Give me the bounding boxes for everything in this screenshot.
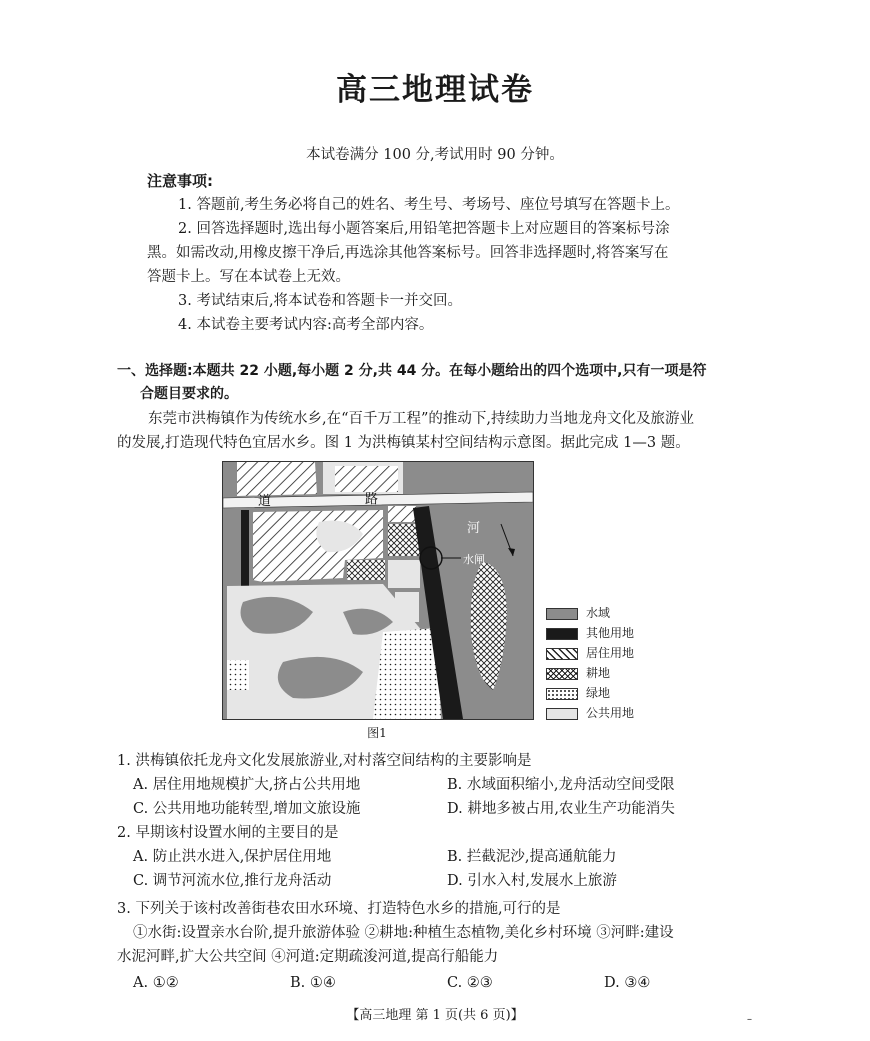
green-land-2 — [227, 660, 249, 690]
legend-swatch-other — [546, 628, 578, 640]
question-3-stem-items: ①水街:设置亲水台阶,提升旅游体验 ②耕地:种植生态植物,美化乡村环境 ③河畔:建设 — [133, 925, 674, 941]
residential-block-mid — [388, 506, 416, 522]
notice-heading: 注意事项: — [147, 172, 213, 190]
section-heading-cont: 合题目要求的。 — [140, 386, 238, 402]
legend-other-land: 其他用地 — [546, 626, 634, 640]
question-2-stem: 2. 早期该村设置水闸的主要目的是 — [117, 825, 339, 841]
q2-option-b: B. 拦截泥沙,提高通航能力 — [447, 849, 617, 865]
legend-swatch-cropland — [546, 668, 578, 680]
notice-line-5: 3. 考试结束后,将本试卷和答题卡一并交回。 — [178, 293, 463, 309]
legend-swatch-water — [546, 608, 578, 620]
cropland-block-1 — [388, 524, 420, 556]
question-3-stem-items-cont: 水泥河畔,扩大公共空间 ④河道:定期疏浚河道,提高行船能力 — [117, 949, 499, 965]
other-land-strip — [241, 510, 249, 590]
question-3-stem: 3. 下列关于该村改善街巷农田水环境、打造特色水乡的措施,可行的是 — [117, 901, 561, 917]
q3-option-c: C. ②③ — [447, 975, 493, 991]
q1-option-b: B. 水域面积缩小,龙舟活动空间受限 — [447, 777, 675, 793]
q2-option-a: A. 防止洪水进入,保护居住用地 — [133, 849, 332, 865]
question-1-stem: 1. 洪梅镇依托龙舟文化发展旅游业,对村落空间结构的主要影响是 — [117, 753, 532, 769]
legend-water: 水域 — [546, 606, 610, 620]
q1-option-c: C. 公共用地功能转型,增加文旅设施 — [133, 801, 361, 817]
legend-cropland: 耕地 — [546, 666, 610, 680]
map-label-river: 河 — [467, 521, 481, 536]
q3-option-d: D. ③④ — [604, 975, 651, 991]
map-label-road-2: 路 — [365, 492, 379, 507]
q3-option-b: B. ①④ — [290, 975, 336, 991]
legend-swatch-public — [546, 708, 578, 720]
exam-intro: 本试卷满分 100 分,考试用时 90 分钟。 — [306, 147, 564, 163]
corner-mark: – — [747, 1014, 752, 1025]
map-label-sluice: 水闸 — [463, 553, 485, 566]
public-block-mid — [388, 560, 420, 588]
notice-line-3: 黑。如需改动,用橡皮擦干净后,再选涂其他答案标号。回答非选择题时,将答案写在 — [147, 245, 669, 261]
cropland-block-2 — [347, 560, 385, 580]
legend-swatch-green — [546, 688, 578, 700]
legend-swatch-residential — [546, 648, 578, 660]
residential-block-top-right — [335, 466, 398, 492]
q3-option-a: A. ①② — [133, 975, 179, 991]
map-label-road-1: 道 — [258, 494, 272, 509]
legend-green: 绿地 — [546, 686, 610, 700]
figure-caption: 图1 — [367, 726, 387, 740]
residential-block-top — [237, 462, 317, 496]
q1-option-d: D. 耕地多被占用,农业生产功能消失 — [447, 801, 675, 817]
q1-option-a: A. 居住用地规模扩大,挤占公共用地 — [133, 777, 361, 793]
question-stem-intro: 东莞市洪梅镇作为传统水乡,在“百千万工程”的推动下,持续助力当地龙舟文化及旅游业 — [148, 411, 695, 427]
notice-line-6: 4. 本试卷主要考试内容:高考全部内容。 — [178, 317, 434, 333]
section-heading: 一、选择题:本题共 22 小题,每小题 2 分,共 44 分。在每小题给出的四个选项中,只有一项是符 — [117, 363, 707, 379]
q2-option-c: C. 调节河流水位,推行龙舟活动 — [133, 873, 332, 889]
page-footer: 【高三地理 第 1 页(共 6 页)】 — [346, 1008, 524, 1023]
paper-title: 高三地理试卷 — [336, 72, 534, 108]
notice-line-1: 1. 答题前,考生务必将自己的姓名、考生号、考场号、座位号填写在答题卡上。 — [178, 197, 680, 213]
village-map — [222, 461, 534, 720]
question-stem-intro-cont: 的发展,打造现代特色宜居水乡。图 1 为洪梅镇某村空间结构示意图。据此完成 1—3 题。 — [117, 435, 690, 451]
legend-residential: 居住用地 — [546, 646, 634, 660]
green-land — [373, 628, 441, 719]
notice-line-2: 2. 回答选择题时,选出每小题答案后,用铅笔把答题卡上对应题目的答案标号涂 — [178, 221, 670, 237]
notice-line-4: 答题卡上。写在本试卷上无效。 — [147, 269, 350, 285]
q2-option-d: D. 引水入村,发展水上旅游 — [447, 873, 617, 889]
legend-public: 公共用地 — [546, 706, 634, 720]
